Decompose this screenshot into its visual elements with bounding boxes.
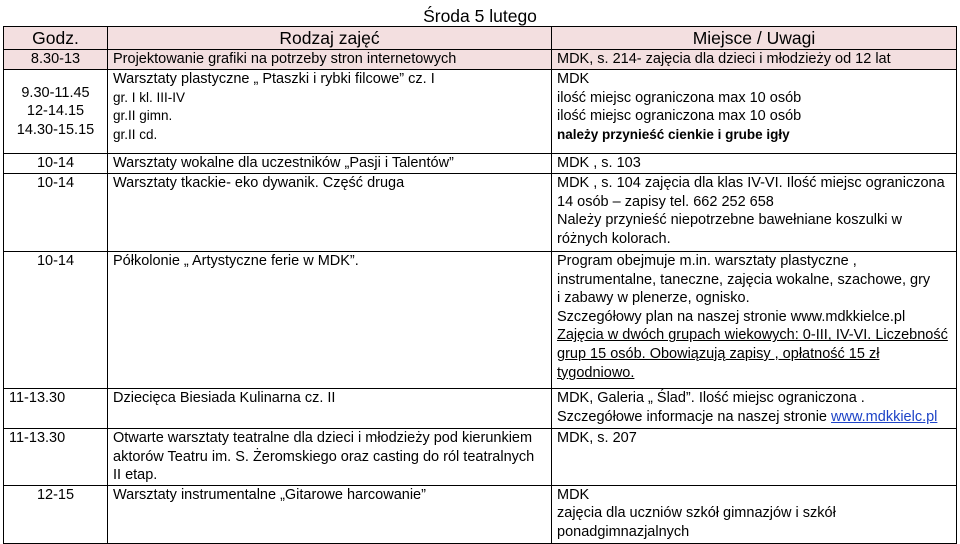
table-row: [4, 429, 957, 486]
place-line: zajęcia dla uczniów szkół gimnazjów i szkół: [557, 505, 836, 522]
place-line: MDK , s. 104 zajęcia dla klas IV-VI. Ilość miejsc ograniczona: [557, 175, 945, 191]
place-line: Program obejmuje m.in. warsztaty plastyczne ,: [557, 253, 857, 269]
table-row: [4, 50, 957, 70]
activity-line: aktorów Teatru im. S. Żeromskiego oraz casting do ról teatralnych: [113, 448, 535, 465]
time-slot: 9.30-11.45: [21, 84, 90, 101]
place-line: różnych kolorach.: [557, 230, 671, 247]
table-row: [4, 252, 957, 389]
row-time: 11-13.30: [4, 389, 108, 429]
row-activity: [108, 429, 552, 486]
place-line: instrumentalne, taneczne, zajęcia wokalne, szachowe, gry: [557, 271, 931, 288]
place-line: MDK, Galeria „ Ślad”. Ilość miejsc ograniczona .: [557, 390, 865, 406]
row-time: 10-14: [4, 174, 108, 252]
place-line: ilość miejsc ograniczona max 10 osób: [557, 89, 802, 106]
row-place: [552, 252, 957, 389]
place-line: grup 15 osób. Obowiązują zapisy , opłatność 15 zł: [557, 345, 880, 362]
activity-group: gr. I kl. III-IV: [113, 89, 186, 105]
place-line: ponadgimnazjalnych: [557, 523, 690, 540]
row-time: 12-15: [4, 485, 108, 543]
activity-line: II etap.: [113, 467, 158, 484]
website-link[interactable]: www.mdkkielc.pl: [831, 408, 938, 425]
place-line: 14 osób – zapisy tel. 662 252 658: [557, 193, 774, 210]
row-place: MDK , s. 103: [552, 154, 957, 174]
header-row: [4, 27, 957, 50]
row-place: [552, 389, 957, 429]
row-place: [552, 485, 957, 543]
place-note: należy przynieść cienkie i grube igły: [557, 126, 790, 142]
row-activity: Warsztaty wokalne dla uczestników „Pasji i Talentów”: [108, 154, 552, 174]
place-line: ilość miejsc ograniczona max 10 osób: [557, 108, 802, 125]
table-row: [4, 389, 957, 429]
row-time: 10-14: [4, 154, 108, 174]
header-activity: Rodzaj zajęć: [108, 27, 552, 50]
place-line: Zajęcia w dwóch grupach wiekowych: 0-III, IV-VI. Liczebność: [557, 327, 948, 344]
row-place: [552, 70, 957, 154]
row-activity: [108, 70, 552, 154]
table-row: [4, 154, 957, 174]
place-line: tygodniowo.: [557, 364, 635, 381]
place-line: Należy przynieść niepotrzebne bawełniane koszulki w: [557, 212, 902, 229]
header-time: Godz.: [4, 27, 108, 50]
row-time: [4, 70, 108, 154]
row-time: 10-14: [4, 252, 108, 389]
row-time: 11-13.30: [4, 429, 108, 486]
header-place: Miejsce / Uwagi: [552, 27, 957, 50]
table-row: [4, 485, 957, 543]
place-text: Szczegółowe informacje na naszej stronie: [557, 408, 832, 425]
activity-group: gr.II cd.: [113, 126, 158, 142]
place-line: i zabawy w plenerze, ognisko.: [557, 290, 750, 307]
page-title: Środa 5 lutego: [4, 0, 957, 27]
activity-group: gr.II gimn.: [113, 108, 173, 124]
row-activity: Warsztaty instrumentalne „Gitarowe harcowanie”: [108, 485, 552, 543]
time-slot: 12-14.15: [26, 103, 85, 120]
row-place: MDK, s. 207: [552, 429, 957, 486]
place-line: MDK: [557, 486, 590, 503]
activity-line: Otwarte warsztaty teatralne dla dzieci i młodzieży pod kierunkiem: [113, 430, 533, 446]
title-row: [4, 0, 957, 27]
place-line: [557, 408, 951, 427]
place-line: MDK: [557, 71, 590, 87]
time-slot: 14.30-15.15: [16, 121, 95, 138]
row-activity: Dziecięca Biesiada Kulinarna cz. II: [108, 389, 552, 429]
row-place: MDK, s. 214- zajęcia dla dzieci i młodzieży od 12 lat: [552, 50, 957, 70]
row-activity: Półkolonie „ Artystyczne ferie w MDK”.: [108, 252, 552, 389]
place-line: Szczegółowy plan na naszej stronie www.mdkkielce.pl: [557, 308, 906, 325]
row-time: 8.30-13: [4, 50, 108, 70]
table-row: [4, 174, 957, 252]
row-place: [552, 174, 957, 252]
schedule-table: [3, 0, 957, 544]
table-row: [4, 70, 957, 154]
row-activity: Warsztaty tkackie- eko dywanik. Część druga: [108, 174, 552, 252]
row-activity: Projektowanie grafiki na potrzeby stron internetowych: [108, 50, 552, 70]
activity-title: Warsztaty plastyczne „ Ptaszki i rybki filcowe” cz. I: [113, 71, 435, 87]
